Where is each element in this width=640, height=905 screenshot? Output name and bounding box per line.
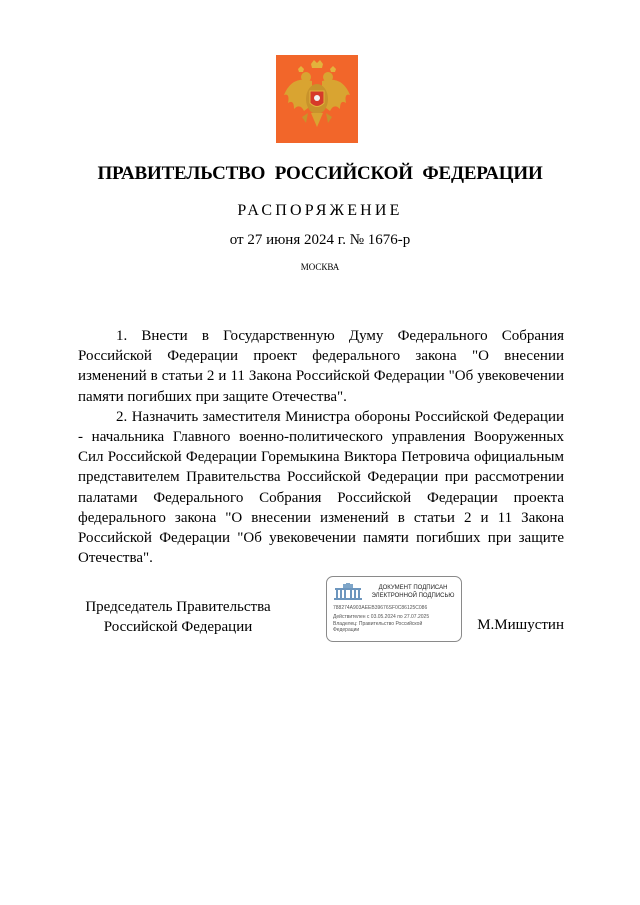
document-date-number: от 27 июня 2024 г. № 1676-р (229, 232, 411, 248)
stamp-validity: Действителен с 03.05.2024 по 27.07.2025 (333, 614, 430, 620)
stamp-logo (333, 583, 363, 601)
signer-position-line-2: Российской Федерации (103, 619, 253, 635)
stamp-header (367, 584, 459, 600)
stamp-header-line-2: ЭЛЕКТРОННОЙ ПОДПИСЬЮ (371, 593, 455, 599)
document-body (78, 326, 564, 568)
stamp-owner-line-1: Владелец: Правительство Российской (333, 621, 423, 627)
document-city: МОСКВА (300, 262, 340, 272)
coat-of-arms-emblem (276, 55, 358, 143)
paragraph-1: 1. Внести в Государственную Думу Федерального Собрания Российской Федерации проект федерального закона "О внесении изменений в статьи 2 и 11 Закона Российской Федерации "Об увековечении памяти погибших при защите Отечества". (78, 328, 564, 405)
signer-name: М.Мишустин (477, 617, 564, 633)
russian-coat-of-arms-icon (276, 55, 358, 143)
electronic-signature-stamp (326, 576, 462, 642)
document-type: РАСПОРЯЖЕНИЕ (237, 202, 403, 219)
signer-position (78, 597, 278, 637)
paragraph-2: 2. Назначить заместителя Министра обороны Российской Федерации - начальника Главного военно-политического управления Вооруженных Сил Российской Федерации Горемыкина Виктора Петровича официальным представителем Правительства Российской Федерации при рассмотрении палатами Федерального Собрания Российской Федерации проекта федерального закона "О внесении изменений в статьи 2 и 11 Закона Российской Федерации "Об увековечении памяти погибших при защите Отечества". (78, 408, 564, 567)
stamp-owner-line-2: Федерации (333, 627, 360, 633)
government-building-icon (333, 583, 363, 601)
government-title: ПРАВИТЕЛЬСТВО РОССИЙСКОЙ ФЕДЕРАЦИИ (97, 163, 543, 184)
signer-position-line-1: Председатель Правительства (85, 599, 271, 615)
stamp-certificate: 788274A903AEEB39676SF0C86125C086 (333, 605, 428, 611)
stamp-header-line-1: ДОКУМЕНТ ПОДПИСАН (378, 585, 448, 591)
